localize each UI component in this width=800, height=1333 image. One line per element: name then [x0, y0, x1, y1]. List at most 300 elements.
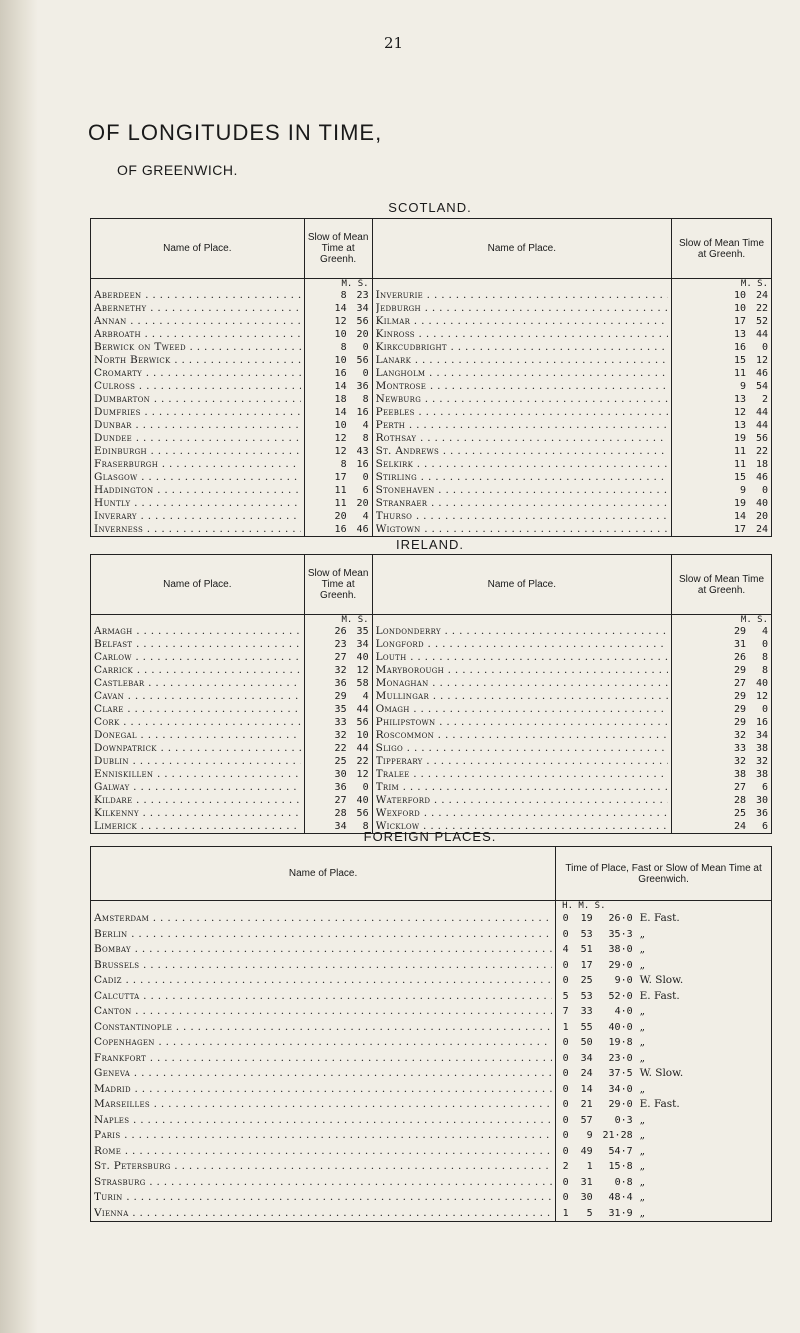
minutes-value: 55 [580, 1021, 593, 1033]
ireland-table [90, 554, 772, 834]
place-name: Montrose . . . [376, 380, 668, 393]
place-name: Glasgow . . . [94, 471, 301, 484]
seconds-value: 18 [755, 459, 768, 470]
seconds-value: 0 [761, 342, 768, 353]
table-row [91, 1113, 772, 1129]
place-name: Castlebar . . . [94, 677, 301, 690]
seconds-value: 56 [356, 717, 369, 728]
place-name: Naples . . . [94, 1113, 552, 1129]
direction-label: „ [639, 1191, 646, 1203]
place-name: Wicklow . . . [376, 820, 668, 833]
direction-label: W. Slow. [639, 974, 684, 986]
minutes-value: 33 [733, 743, 746, 754]
table-row [91, 1144, 772, 1160]
seconds-value: 56 [356, 808, 369, 819]
place-name: Wigtown . . . [376, 523, 668, 536]
minutes-value: 14 [334, 303, 347, 314]
place-name: Calcutta . . . [94, 989, 552, 1005]
place-name: Kilkenny . . . [94, 807, 301, 820]
table-row [91, 625, 772, 638]
hours-value: 0 [562, 1068, 569, 1079]
table-row [91, 432, 772, 445]
place-name: Clare . . . [94, 703, 301, 716]
place-name: Jedburgh . . . [376, 302, 668, 315]
direction-label: E. Fast. [639, 989, 680, 1002]
seconds-value: 24 [755, 290, 768, 301]
place-name: Brussels . . . [94, 958, 552, 974]
ireland-units-right: M. S. [740, 615, 768, 625]
place-name: Frankfort . . . [94, 1051, 552, 1067]
place-name: Amsterdam . . . [94, 911, 552, 927]
minutes-value: 23 [334, 639, 347, 650]
place-name: Mullingar . . . [376, 690, 668, 703]
minutes-value: 25 [580, 975, 593, 986]
seconds-value: 24 [755, 524, 768, 535]
place-name: Downpatrick . . . [94, 742, 301, 755]
place-name: Kinross . . . [376, 328, 668, 341]
minutes-value: 9 [586, 1130, 593, 1141]
direction-label: „ [639, 927, 646, 940]
direction-label: „ [639, 943, 646, 955]
minutes-value: 9 [739, 381, 746, 392]
direction-label: „ [639, 1005, 646, 1017]
minutes-value: 29 [733, 691, 746, 702]
seconds-value: 40 [755, 498, 768, 509]
place-name: Armagh . . . [94, 625, 301, 638]
seconds-value: 16 [356, 407, 369, 418]
place-name: St. Petersburg . . . [94, 1159, 552, 1175]
seconds-value: 52·0 [608, 990, 633, 1002]
place-name: Trim . . . [376, 781, 668, 794]
minutes-value: 11 [334, 498, 347, 509]
place-name: Fraserburgh . . . [94, 458, 301, 471]
minutes-value: 10 [334, 355, 347, 366]
seconds-value: 46 [755, 368, 768, 379]
seconds-value: 46 [755, 472, 768, 483]
minutes-value: 29 [334, 691, 347, 702]
table-row [91, 1035, 772, 1051]
seconds-value: 0 [761, 639, 768, 650]
minutes-value: 29 [733, 717, 746, 728]
seconds-value: 6 [761, 782, 768, 793]
place-name: Monaghan . . . [376, 677, 668, 690]
minutes-value: 20 [334, 511, 347, 522]
table-row [91, 1097, 772, 1113]
seconds-value: 31·9 [608, 1207, 633, 1219]
place-name: Langholm . . . [376, 367, 668, 380]
scotland-units-left: M. S. [304, 279, 372, 290]
direction-label: „ [639, 958, 646, 971]
minutes-value: 32 [334, 730, 347, 741]
hours-value: 7 [562, 1006, 569, 1017]
minutes-value: 19 [733, 498, 746, 509]
seconds-value: 29·0 [608, 1099, 633, 1110]
minutes-value: 29 [733, 665, 746, 676]
seconds-value: 54·7 [608, 1145, 633, 1157]
minutes-value: 34 [580, 1052, 593, 1064]
table-row [91, 703, 772, 716]
hours-value: 4 [562, 944, 569, 955]
seconds-value: 0 [362, 472, 369, 483]
hours-value: 5 [562, 990, 569, 1002]
minutes-value: 53 [580, 928, 593, 940]
table-row [91, 755, 772, 768]
direction-label: „ [639, 1051, 646, 1064]
seconds-value: 22 [755, 446, 768, 457]
table-row [91, 781, 772, 794]
scotland-col-name-left: Name of Place. [91, 219, 305, 279]
seconds-value: 0·8 [614, 1176, 633, 1188]
place-name: Turin . . . [94, 1190, 552, 1206]
table-row [91, 651, 772, 664]
minutes-value: 14 [580, 1083, 593, 1095]
place-name: Culross . . . [94, 380, 301, 393]
direction-label: „ [639, 1020, 646, 1033]
seconds-value: 0 [362, 368, 369, 379]
direction-label: E. Fast. [639, 1098, 680, 1110]
foreign-units: H. M. S. [562, 901, 606, 911]
place-name: Huntly . . . [94, 497, 301, 510]
table-row [91, 716, 772, 729]
place-name: Constantinople . . . [94, 1020, 552, 1036]
place-name: Marseilles . . . [94, 1097, 552, 1113]
table-row [91, 729, 772, 742]
seconds-value: 16 [755, 717, 768, 728]
direction-label: „ [639, 1129, 646, 1141]
place-name: Philipstown . . . [376, 716, 668, 729]
hours-value: 0 [562, 1099, 569, 1110]
place-name: Dunbar . . . [94, 419, 301, 432]
seconds-value: 38 [755, 769, 768, 780]
hours-value: 0 [562, 975, 569, 986]
table-row [91, 497, 772, 510]
seconds-value: 29·0 [608, 959, 633, 971]
hours-value: 0 [562, 928, 569, 940]
foreign-table [90, 846, 772, 1222]
seconds-value: 8 [362, 433, 369, 444]
place-name: Copenhagen . . . [94, 1035, 552, 1051]
place-name: Perth . . . [376, 419, 668, 432]
place-name: Aberdeen . . . [94, 289, 301, 302]
minutes-value: 49 [580, 1145, 593, 1157]
direction-label: „ [639, 1113, 646, 1126]
minutes-value: 35 [334, 704, 347, 715]
minutes-value: 34 [334, 821, 347, 832]
seconds-value: 8 [362, 394, 369, 405]
table-row [91, 380, 772, 393]
place-name: Rothsay . . . [376, 432, 668, 445]
seconds-value: 46 [356, 524, 369, 535]
seconds-value: 44 [755, 329, 768, 340]
seconds-value: 23·0 [608, 1052, 633, 1064]
foreign-table-body [91, 911, 772, 1222]
seconds-value: 56 [356, 355, 369, 366]
table-row [91, 354, 772, 367]
seconds-value: 4 [761, 626, 768, 637]
place-name: Peebles . . . [376, 406, 668, 419]
seconds-value: 8 [761, 665, 768, 676]
minutes-value: 13 [733, 394, 746, 405]
seconds-value: 8 [362, 821, 369, 832]
scotland-units-right: M. S. [740, 279, 768, 289]
page-number: 21 [384, 34, 404, 52]
seconds-value: 36 [755, 808, 768, 819]
table-row [91, 742, 772, 755]
table-row [91, 315, 772, 328]
scotland-table [90, 218, 772, 537]
book-gutter-edge [0, 0, 38, 1333]
minutes-value: 9 [739, 485, 746, 496]
seconds-value: 26·0 [608, 913, 633, 924]
seconds-value: 21·28 [602, 1130, 633, 1141]
minutes-value: 51 [580, 944, 593, 955]
table-row [91, 289, 772, 302]
direction-label: „ [639, 1160, 646, 1172]
scotland-table-body [91, 289, 772, 537]
table-row [91, 1082, 772, 1098]
place-name: Inverary . . . [94, 510, 301, 523]
seconds-value: 44 [356, 743, 369, 754]
minutes-value: 30 [580, 1192, 593, 1203]
ireland-heading: IRELAND. [396, 537, 464, 552]
place-name: Thurso . . . [376, 510, 668, 523]
seconds-value: 56 [356, 316, 369, 327]
table-row [91, 927, 772, 943]
minutes-value: 12 [334, 433, 347, 444]
minutes-value: 19 [580, 913, 593, 924]
minutes-value: 24 [580, 1068, 593, 1079]
seconds-value: 56 [755, 433, 768, 444]
minutes-value: 33 [580, 1006, 593, 1017]
place-name: Berlin . . . [94, 927, 552, 943]
seconds-value: 22 [356, 756, 369, 767]
foreign-heading: FOREIGN PLACES. [363, 829, 497, 844]
seconds-value: 23 [356, 290, 369, 301]
table-row [91, 690, 772, 703]
place-name: Strasburg . . . [94, 1175, 552, 1191]
seconds-value: 40 [755, 678, 768, 689]
minutes-value: 1 [586, 1161, 593, 1172]
hours-value: 0 [562, 1145, 569, 1157]
place-name: Canton . . . [94, 1004, 552, 1020]
minutes-value: 24 [733, 821, 746, 832]
place-name: Kirkcudbright . . . [376, 341, 668, 354]
seconds-value: 48·4 [608, 1192, 633, 1203]
seconds-value: 6 [362, 485, 369, 496]
place-name: Tralee . . . [376, 768, 668, 781]
minutes-value: 8 [340, 459, 347, 470]
minutes-value: 28 [334, 808, 347, 819]
hours-value: 0 [562, 1130, 569, 1141]
minutes-value: 57 [580, 1114, 593, 1126]
minutes-value: 5 [586, 1207, 593, 1219]
place-name: Waterford . . . [376, 794, 668, 807]
minutes-value: 36 [334, 782, 347, 793]
minutes-value: 16 [334, 368, 347, 379]
hours-value: 1 [562, 1021, 569, 1033]
seconds-value: 0·3 [614, 1114, 633, 1126]
minutes-value: 19 [733, 433, 746, 444]
minutes-value: 29 [733, 704, 746, 715]
seconds-value: 44 [755, 420, 768, 431]
minutes-value: 18 [334, 394, 347, 405]
seconds-value: 58 [356, 678, 369, 689]
place-name: Cromarty . . . [94, 367, 301, 380]
table-row [91, 367, 772, 380]
minutes-value: 36 [334, 678, 347, 689]
table-row [91, 302, 772, 315]
seconds-value: 0 [761, 704, 768, 715]
foreign-col-time: Time of Place, Fast or Slow of Mean Time at Greenwich. [556, 847, 772, 901]
hours-value: 0 [562, 913, 569, 924]
seconds-value: 4 [362, 420, 369, 431]
page-title: OF LONGITUDES IN TIME, [88, 120, 383, 145]
place-name: Edinburgh . . . [94, 445, 301, 458]
minutes-value: 11 [334, 485, 347, 496]
ireland-col-name-right: Name of Place. [372, 555, 671, 615]
place-name: Kilmar . . . [376, 315, 668, 328]
table-row [91, 638, 772, 651]
direction-label: „ [639, 1175, 646, 1188]
minutes-value: 33 [334, 717, 347, 728]
minutes-value: 26 [733, 652, 746, 663]
seconds-value: 12 [755, 355, 768, 366]
place-name: Carrick . . . [94, 664, 301, 677]
table-row [91, 1128, 772, 1144]
seconds-value: 2 [761, 394, 768, 405]
minutes-value: 29 [733, 626, 746, 637]
minutes-value: 32 [733, 730, 746, 741]
table-row [91, 510, 772, 523]
place-name: Abernethy . . . [94, 302, 301, 315]
place-name: Geneva . . . [94, 1066, 552, 1082]
place-name: Stonehaven . . . [376, 484, 668, 497]
table-row [91, 393, 772, 406]
minutes-value: 14 [334, 381, 347, 392]
minutes-value: 15 [733, 472, 746, 483]
place-name: Cork . . . [94, 716, 301, 729]
hours-value: 0 [562, 1114, 569, 1126]
table-row [91, 471, 772, 484]
place-name: Louth . . . [376, 651, 668, 664]
minutes-value: 17 [334, 472, 347, 483]
page-subtitle: OF GREENWICH. [117, 162, 238, 178]
minutes-value: 53 [580, 990, 593, 1002]
place-name: Berwick on Tweed . . . [94, 341, 301, 354]
minutes-value: 31 [580, 1176, 593, 1188]
seconds-value: 12 [356, 769, 369, 780]
minutes-value: 32 [334, 665, 347, 676]
hours-value: 2 [562, 1161, 569, 1172]
place-name: Roscommon . . . [376, 729, 668, 742]
table-row [91, 1066, 772, 1082]
place-name: Omagh . . . [376, 703, 668, 716]
place-name: Newburg . . . [376, 393, 668, 406]
minutes-value: 26 [334, 626, 347, 637]
seconds-value: 34 [356, 303, 369, 314]
place-name: Vienna . . . [94, 1206, 552, 1222]
table-row [91, 523, 772, 537]
place-name: Inverurie . . . [376, 289, 668, 302]
minutes-value: 16 [733, 342, 746, 353]
hours-value: 0 [562, 1192, 569, 1203]
place-name: Sligo . . . [376, 742, 668, 755]
table-row [91, 677, 772, 690]
minutes-value: 8 [340, 290, 347, 301]
minutes-value: 38 [733, 769, 746, 780]
seconds-value: 12 [755, 691, 768, 702]
seconds-value: 54 [755, 381, 768, 392]
table-row [91, 958, 772, 974]
seconds-value: 20 [755, 511, 768, 522]
table-row [91, 406, 772, 419]
table-row [91, 794, 772, 807]
minutes-value: 14 [733, 511, 746, 522]
seconds-value: 35 [356, 626, 369, 637]
table-row [91, 1159, 772, 1175]
hours-value: 0 [562, 1176, 569, 1188]
place-name: Enniskillen . . . [94, 768, 301, 781]
ireland-table-body [91, 625, 772, 834]
place-name: Madrid . . . [94, 1082, 552, 1098]
seconds-value: 34 [356, 639, 369, 650]
place-name: Haddington . . . [94, 484, 301, 497]
hours-value: 0 [562, 1052, 569, 1064]
seconds-value: 38·0 [608, 944, 633, 955]
seconds-value: 44 [356, 704, 369, 715]
scotland-col-time-left: Slow of Mean Time at Greenh. [304, 219, 372, 279]
seconds-value: 40·0 [608, 1021, 633, 1033]
direction-label: E. Fast. [639, 912, 680, 924]
place-name: Paris . . . [94, 1128, 552, 1144]
direction-label: „ [639, 1144, 646, 1157]
seconds-value: 36 [356, 381, 369, 392]
minutes-value: 15 [733, 355, 746, 366]
minutes-value: 8 [340, 342, 347, 353]
minutes-value: 13 [733, 420, 746, 431]
seconds-value: 32 [755, 756, 768, 767]
minutes-value: 11 [733, 459, 746, 470]
seconds-value: 0 [362, 342, 369, 353]
seconds-value: 4·0 [614, 1006, 633, 1017]
seconds-value: 0 [362, 782, 369, 793]
seconds-value: 20 [356, 498, 369, 509]
seconds-value: 40 [356, 795, 369, 806]
table-row [91, 911, 772, 927]
seconds-value: 35·3 [608, 928, 633, 940]
minutes-value: 12 [733, 407, 746, 418]
table-row [91, 807, 772, 820]
place-name: Dublin . . . [94, 755, 301, 768]
place-name: Tipperary . . . [376, 755, 668, 768]
place-name: Cavan . . . [94, 690, 301, 703]
place-name: Rome . . . [94, 1144, 552, 1160]
direction-label: „ [639, 1036, 646, 1048]
table-row [91, 989, 772, 1005]
table-row [91, 419, 772, 432]
seconds-value: 15·8 [608, 1161, 633, 1172]
seconds-value: 30 [755, 795, 768, 806]
place-name: Selkirk . . . [376, 458, 668, 471]
table-row [91, 1190, 772, 1206]
minutes-value: 25 [334, 756, 347, 767]
seconds-value: 34 [755, 730, 768, 741]
place-name: St. Andrews . . . [376, 445, 668, 458]
minutes-value: 30 [334, 769, 347, 780]
seconds-value: 16 [356, 459, 369, 470]
direction-label: „ [639, 1082, 646, 1095]
seconds-value: 0 [761, 485, 768, 496]
